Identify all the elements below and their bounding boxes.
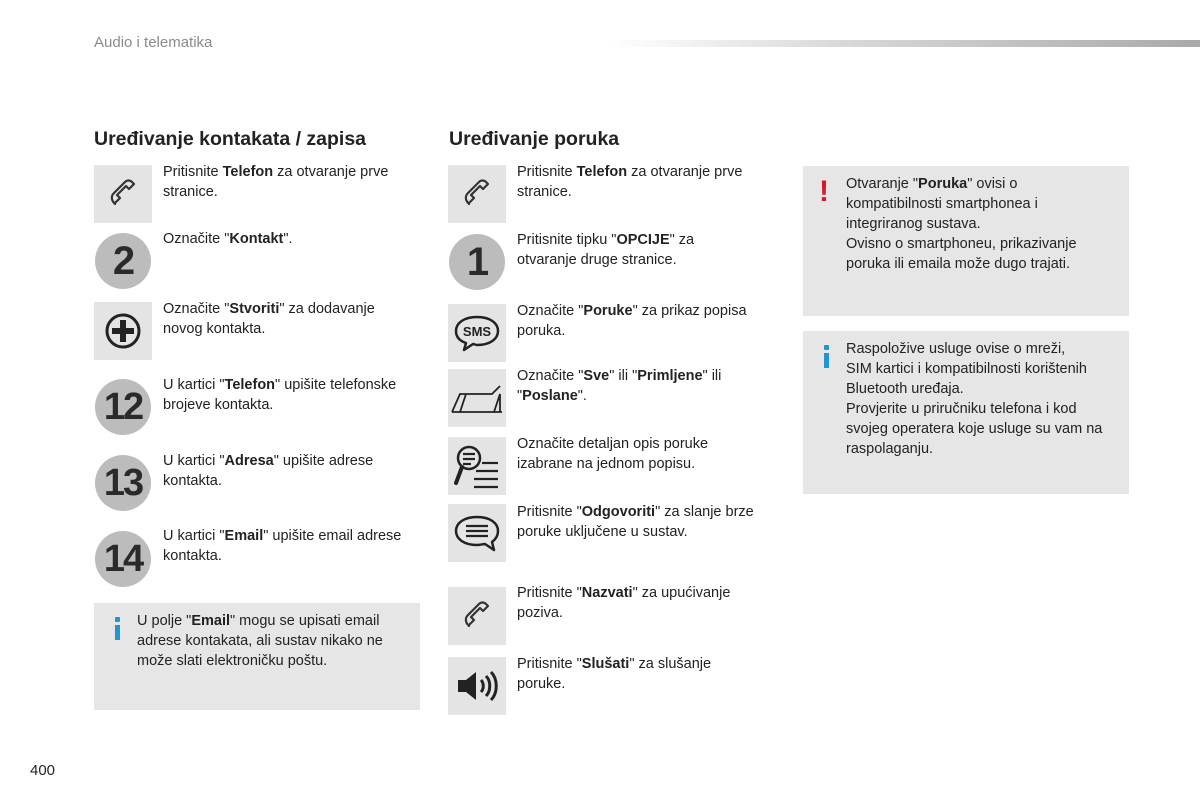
left-step-4-text: U kartici "Telefon" upišite telefonske brojeve kontakta. (163, 377, 397, 413)
add-circle-icon (94, 302, 152, 360)
message-detail-icon (448, 437, 506, 495)
step-number-badge: 2 (95, 233, 151, 289)
middle-step-7-text: Pritisnite "Nazvati" za upućivanje poziva. (517, 585, 731, 621)
sms-bubble-icon (448, 304, 506, 362)
step-number-badge: 14 (95, 531, 151, 587)
page-number: 400 (30, 762, 56, 779)
tabs-icon (448, 369, 506, 427)
warning-note-text: Otvaranje "Poruka" ovisi o kompatibilnosti smartphonea i integriranog sustava. Ovisno o smartphoneu, prikazivanje poruka ili emaila može dugo trajati. (846, 176, 1077, 272)
speaker-icon (448, 657, 506, 715)
info-icon (819, 345, 833, 369)
warning-note (803, 166, 1129, 316)
running-header: Audio i telematika (94, 34, 213, 51)
middle-step-1-text: Pritisnite Telefon za otvaranje prve stranice. (517, 164, 743, 200)
header-gradient-bar (608, 40, 1200, 47)
phone-icon (94, 165, 152, 223)
left-step-1-text: Pritisnite Telefon za otvaranje prve stranice. (163, 164, 389, 200)
middle-step-3-text: Označite "Poruke" za prikaz popisa poruka. (517, 303, 747, 339)
middle-step-4-text: Označite "Sve" ili "Primljene" ili "Poslane". (517, 368, 722, 404)
step-number-badge: 1 (449, 234, 505, 290)
quick-reply-bubble-icon (448, 504, 506, 562)
phone-icon (448, 587, 506, 645)
email-info-note (94, 603, 420, 710)
services-info-note (803, 331, 1129, 494)
middle-step-5-text: Označite detaljan opis poruke izabrane na jednom popisu. (517, 436, 709, 472)
services-info-note-text: Raspoložive usluge ovise o mreži, SIM kartici i kompatibilnosti korištenih Bluetooth uređaja. Provjerite u priručniku telefona i kod svojeg operatera koje usluge su vam na raspolaganju. (846, 341, 1103, 457)
middle-step-8-text: Pritisnite "Slušati" za slušanje poruke. (517, 656, 712, 692)
left-step-5-text: U kartici "Adresa" upišite adrese kontakta. (163, 453, 374, 489)
phone-icon (448, 165, 506, 223)
email-info-note-text: U polje "Email" mogu se upisati email adrese kontakata, ali sustav nikako ne može slati elektroničku poštu. (137, 613, 383, 669)
info-icon (110, 617, 124, 641)
middle-step-6-text: Pritisnite "Odgovoriti" za slanje brze poruke uključene u sustav. (517, 504, 754, 540)
sms-icon-label: SMS (462, 324, 492, 339)
middle-step-2-text: Pritisnite tipku "OPCIJE" za otvaranje druge stranice. (517, 232, 695, 268)
left-step-2-text: Označite "Kontakt". (163, 231, 293, 247)
left-section-title: Uređivanje kontakata / zapisa (94, 128, 367, 150)
step-number-badge: 12 (95, 379, 151, 435)
step-number-badge: 13 (95, 455, 151, 511)
warning-icon: ! (819, 175, 829, 208)
middle-section-title: Uređivanje poruka (449, 128, 620, 150)
left-step-3-text: Označite "Stvoriti" za dodavanje novog kontakta. (163, 301, 375, 337)
left-step-6-text: U kartici "Email" upišite email adrese kontakta. (163, 528, 402, 564)
